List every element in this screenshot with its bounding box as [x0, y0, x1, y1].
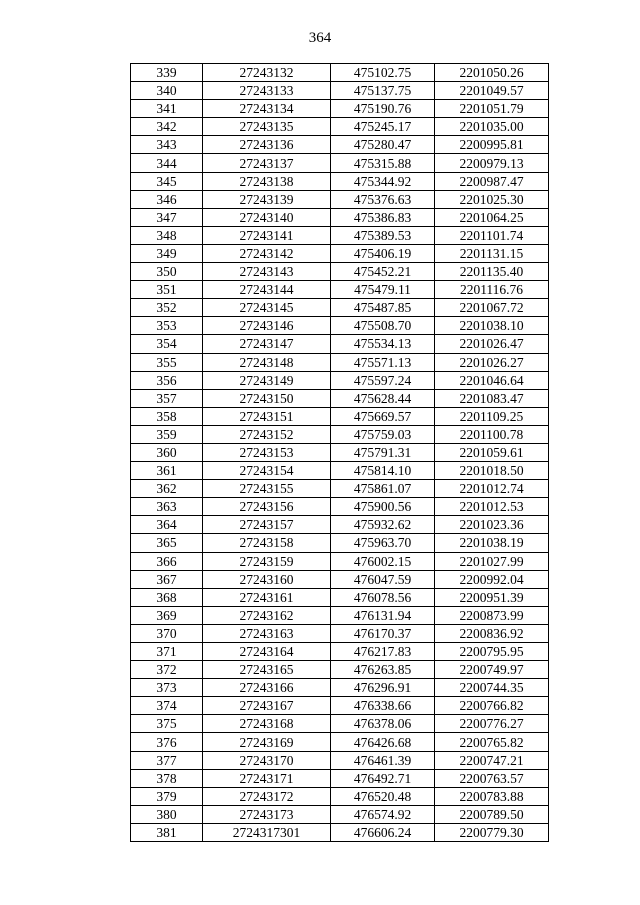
row-index-cell: 359 — [131, 425, 203, 443]
x-coordinate-cell: 475759.03 — [331, 425, 435, 443]
x-coordinate-cell: 476131.94 — [331, 606, 435, 624]
point-id-cell: 27243140 — [203, 208, 331, 226]
point-id-cell: 27243168 — [203, 715, 331, 733]
point-id-cell: 27243160 — [203, 570, 331, 588]
point-id-cell: 27243137 — [203, 154, 331, 172]
point-id-cell: 27243153 — [203, 443, 331, 461]
y-coordinate-cell: 2200776.27 — [435, 715, 549, 733]
table-row — [131, 787, 549, 805]
x-coordinate-cell: 475628.44 — [331, 389, 435, 407]
y-coordinate-cell: 2200765.82 — [435, 733, 549, 751]
point-id-cell: 27243170 — [203, 751, 331, 769]
x-coordinate-cell: 476263.85 — [331, 661, 435, 679]
table-row — [131, 154, 549, 172]
x-coordinate-cell: 475963.70 — [331, 534, 435, 552]
row-index-cell: 354 — [131, 335, 203, 353]
point-id-cell: 27243151 — [203, 407, 331, 425]
table-row — [131, 443, 549, 461]
table-row — [131, 534, 549, 552]
point-id-cell: 27243134 — [203, 100, 331, 118]
y-coordinate-cell: 2201012.74 — [435, 480, 549, 498]
row-index-cell: 346 — [131, 190, 203, 208]
y-coordinate-cell: 2200763.57 — [435, 769, 549, 787]
row-index-cell: 343 — [131, 136, 203, 154]
x-coordinate-cell: 475315.88 — [331, 154, 435, 172]
x-coordinate-cell: 475487.85 — [331, 299, 435, 317]
point-id-cell: 27243146 — [203, 317, 331, 335]
table-row — [131, 244, 549, 262]
row-index-cell: 369 — [131, 606, 203, 624]
row-index-cell: 380 — [131, 805, 203, 823]
row-index-cell: 379 — [131, 787, 203, 805]
x-coordinate-cell: 476217.83 — [331, 643, 435, 661]
y-coordinate-cell: 2200987.47 — [435, 172, 549, 190]
table-row — [131, 226, 549, 244]
table-row — [131, 118, 549, 136]
y-coordinate-cell: 2200992.04 — [435, 570, 549, 588]
x-coordinate-cell: 476296.91 — [331, 679, 435, 697]
point-id-cell: 27243163 — [203, 624, 331, 642]
point-id-cell: 27243155 — [203, 480, 331, 498]
table-row — [131, 733, 549, 751]
row-index-cell: 366 — [131, 552, 203, 570]
x-coordinate-cell: 475900.56 — [331, 498, 435, 516]
row-index-cell: 360 — [131, 443, 203, 461]
x-coordinate-cell: 476002.15 — [331, 552, 435, 570]
row-index-cell: 376 — [131, 733, 203, 751]
x-coordinate-cell: 476338.66 — [331, 697, 435, 715]
point-id-cell: 27243150 — [203, 389, 331, 407]
point-id-cell: 27243149 — [203, 371, 331, 389]
row-index-cell: 344 — [131, 154, 203, 172]
row-index-cell: 364 — [131, 516, 203, 534]
x-coordinate-cell: 476170.37 — [331, 624, 435, 642]
table-row — [131, 715, 549, 733]
table-row — [131, 317, 549, 335]
row-index-cell: 381 — [131, 823, 203, 841]
table-row — [131, 643, 549, 661]
table-row — [131, 425, 549, 443]
table-row — [131, 389, 549, 407]
point-id-cell: 27243152 — [203, 425, 331, 443]
table-row — [131, 190, 549, 208]
x-coordinate-cell: 475389.53 — [331, 226, 435, 244]
point-id-cell: 27243172 — [203, 787, 331, 805]
x-coordinate-cell: 475814.10 — [331, 462, 435, 480]
y-coordinate-cell: 2201083.47 — [435, 389, 549, 407]
point-id-cell: 27243143 — [203, 263, 331, 281]
table-row — [131, 462, 549, 480]
y-coordinate-cell: 2201059.61 — [435, 443, 549, 461]
table-row — [131, 281, 549, 299]
point-id-cell: 2724317301 — [203, 823, 331, 841]
row-index-cell: 356 — [131, 371, 203, 389]
x-coordinate-cell: 475376.63 — [331, 190, 435, 208]
coordinates-table — [130, 63, 549, 842]
x-coordinate-cell: 475386.83 — [331, 208, 435, 226]
point-id-cell: 27243166 — [203, 679, 331, 697]
point-id-cell: 27243173 — [203, 805, 331, 823]
row-index-cell: 367 — [131, 570, 203, 588]
point-id-cell: 27243156 — [203, 498, 331, 516]
point-id-cell: 27243171 — [203, 769, 331, 787]
row-index-cell: 378 — [131, 769, 203, 787]
row-index-cell: 365 — [131, 534, 203, 552]
row-index-cell: 358 — [131, 407, 203, 425]
point-id-cell: 27243132 — [203, 64, 331, 82]
x-coordinate-cell: 476047.59 — [331, 570, 435, 588]
y-coordinate-cell: 2201012.53 — [435, 498, 549, 516]
y-coordinate-cell: 2201038.10 — [435, 317, 549, 335]
table-row — [131, 480, 549, 498]
table-row — [131, 100, 549, 118]
row-index-cell: 377 — [131, 751, 203, 769]
table-row — [131, 353, 549, 371]
y-coordinate-cell: 2201026.47 — [435, 335, 549, 353]
table-row — [131, 208, 549, 226]
point-id-cell: 27243148 — [203, 353, 331, 371]
x-coordinate-cell: 475508.70 — [331, 317, 435, 335]
point-id-cell: 27243133 — [203, 82, 331, 100]
x-coordinate-cell: 475932.62 — [331, 516, 435, 534]
point-id-cell: 27243142 — [203, 244, 331, 262]
page-number: 364 — [308, 30, 332, 46]
point-id-cell: 27243147 — [203, 335, 331, 353]
y-coordinate-cell: 2201050.26 — [435, 64, 549, 82]
y-coordinate-cell: 2200779.30 — [435, 823, 549, 841]
table-row — [131, 263, 549, 281]
row-index-cell: 351 — [131, 281, 203, 299]
x-coordinate-cell: 476461.39 — [331, 751, 435, 769]
point-id-cell: 27243139 — [203, 190, 331, 208]
point-id-cell: 27243135 — [203, 118, 331, 136]
row-index-cell: 371 — [131, 643, 203, 661]
table-row — [131, 769, 549, 787]
y-coordinate-cell: 2200995.81 — [435, 136, 549, 154]
y-coordinate-cell: 2200749.97 — [435, 661, 549, 679]
table-row — [131, 588, 549, 606]
y-coordinate-cell: 2200951.39 — [435, 588, 549, 606]
point-id-cell: 27243159 — [203, 552, 331, 570]
y-coordinate-cell: 2200789.50 — [435, 805, 549, 823]
table-row — [131, 624, 549, 642]
table-row — [131, 661, 549, 679]
row-index-cell: 372 — [131, 661, 203, 679]
y-coordinate-cell: 2200747.21 — [435, 751, 549, 769]
coordinates-table-body — [131, 64, 549, 842]
row-index-cell: 347 — [131, 208, 203, 226]
y-coordinate-cell: 2201018.50 — [435, 462, 549, 480]
y-coordinate-cell: 2201026.27 — [435, 353, 549, 371]
x-coordinate-cell: 475344.92 — [331, 172, 435, 190]
table-row — [131, 606, 549, 624]
row-index-cell: 368 — [131, 588, 203, 606]
x-coordinate-cell: 475452.21 — [331, 263, 435, 281]
table-row — [131, 136, 549, 154]
row-index-cell: 373 — [131, 679, 203, 697]
x-coordinate-cell: 476426.68 — [331, 733, 435, 751]
row-index-cell: 375 — [131, 715, 203, 733]
table-row — [131, 82, 549, 100]
point-id-cell: 27243162 — [203, 606, 331, 624]
row-index-cell: 352 — [131, 299, 203, 317]
row-index-cell: 353 — [131, 317, 203, 335]
point-id-cell: 27243144 — [203, 281, 331, 299]
y-coordinate-cell: 2200744.35 — [435, 679, 549, 697]
y-coordinate-cell: 2201135.40 — [435, 263, 549, 281]
table-row — [131, 697, 549, 715]
table-row — [131, 407, 549, 425]
x-coordinate-cell: 475102.75 — [331, 64, 435, 82]
y-coordinate-cell: 2200766.82 — [435, 697, 549, 715]
point-id-cell: 27243154 — [203, 462, 331, 480]
x-coordinate-cell: 475479.11 — [331, 281, 435, 299]
x-coordinate-cell: 475245.17 — [331, 118, 435, 136]
point-id-cell: 27243138 — [203, 172, 331, 190]
x-coordinate-cell: 475406.19 — [331, 244, 435, 262]
row-index-cell: 374 — [131, 697, 203, 715]
table-row — [131, 64, 549, 82]
y-coordinate-cell: 2200836.92 — [435, 624, 549, 642]
point-id-cell: 27243169 — [203, 733, 331, 751]
point-id-cell: 27243164 — [203, 643, 331, 661]
x-coordinate-cell: 476574.92 — [331, 805, 435, 823]
table-row — [131, 570, 549, 588]
x-coordinate-cell: 475791.31 — [331, 443, 435, 461]
y-coordinate-cell: 2201064.25 — [435, 208, 549, 226]
table-row — [131, 172, 549, 190]
row-index-cell: 357 — [131, 389, 203, 407]
point-id-cell: 27243165 — [203, 661, 331, 679]
x-coordinate-cell: 475190.76 — [331, 100, 435, 118]
y-coordinate-cell: 2201035.00 — [435, 118, 549, 136]
x-coordinate-cell: 475597.24 — [331, 371, 435, 389]
y-coordinate-cell: 2201116.76 — [435, 281, 549, 299]
x-coordinate-cell: 475280.47 — [331, 136, 435, 154]
x-coordinate-cell: 476378.06 — [331, 715, 435, 733]
y-coordinate-cell: 2201109.25 — [435, 407, 549, 425]
y-coordinate-cell: 2201046.64 — [435, 371, 549, 389]
row-index-cell: 355 — [131, 353, 203, 371]
table-row — [131, 299, 549, 317]
y-coordinate-cell: 2201023.36 — [435, 516, 549, 534]
x-coordinate-cell: 476520.48 — [331, 787, 435, 805]
point-id-cell: 27243161 — [203, 588, 331, 606]
x-coordinate-cell: 475571.13 — [331, 353, 435, 371]
y-coordinate-cell: 2200873.99 — [435, 606, 549, 624]
x-coordinate-cell: 475137.75 — [331, 82, 435, 100]
row-index-cell: 350 — [131, 263, 203, 281]
row-index-cell: 339 — [131, 64, 203, 82]
point-id-cell: 27243145 — [203, 299, 331, 317]
y-coordinate-cell: 2200979.13 — [435, 154, 549, 172]
table-row — [131, 335, 549, 353]
x-coordinate-cell: 475669.57 — [331, 407, 435, 425]
x-coordinate-cell: 476492.71 — [331, 769, 435, 787]
x-coordinate-cell: 476078.56 — [331, 588, 435, 606]
table-row — [131, 371, 549, 389]
row-index-cell: 370 — [131, 624, 203, 642]
x-coordinate-cell: 476606.24 — [331, 823, 435, 841]
row-index-cell: 349 — [131, 244, 203, 262]
point-id-cell: 27243136 — [203, 136, 331, 154]
table-row — [131, 552, 549, 570]
x-coordinate-cell: 475534.13 — [331, 335, 435, 353]
row-index-cell: 363 — [131, 498, 203, 516]
point-id-cell: 27243141 — [203, 226, 331, 244]
point-id-cell: 27243157 — [203, 516, 331, 534]
point-id-cell: 27243158 — [203, 534, 331, 552]
y-coordinate-cell: 2200783.88 — [435, 787, 549, 805]
y-coordinate-cell: 2201025.30 — [435, 190, 549, 208]
y-coordinate-cell: 2201038.19 — [435, 534, 549, 552]
table-row — [131, 823, 549, 841]
row-index-cell: 361 — [131, 462, 203, 480]
y-coordinate-cell: 2201100.78 — [435, 425, 549, 443]
row-index-cell: 340 — [131, 82, 203, 100]
table-row — [131, 498, 549, 516]
row-index-cell: 362 — [131, 480, 203, 498]
y-coordinate-cell: 2201027.99 — [435, 552, 549, 570]
row-index-cell: 341 — [131, 100, 203, 118]
table-row — [131, 805, 549, 823]
y-coordinate-cell: 2201049.57 — [435, 82, 549, 100]
table-row — [131, 751, 549, 769]
y-coordinate-cell: 2201101.74 — [435, 226, 549, 244]
y-coordinate-cell: 2200795.95 — [435, 643, 549, 661]
row-index-cell: 348 — [131, 226, 203, 244]
y-coordinate-cell: 2201067.72 — [435, 299, 549, 317]
table-row — [131, 516, 549, 534]
table-row — [131, 679, 549, 697]
point-id-cell: 27243167 — [203, 697, 331, 715]
y-coordinate-cell: 2201131.15 — [435, 244, 549, 262]
y-coordinate-cell: 2201051.79 — [435, 100, 549, 118]
row-index-cell: 345 — [131, 172, 203, 190]
row-index-cell: 342 — [131, 118, 203, 136]
x-coordinate-cell: 475861.07 — [331, 480, 435, 498]
